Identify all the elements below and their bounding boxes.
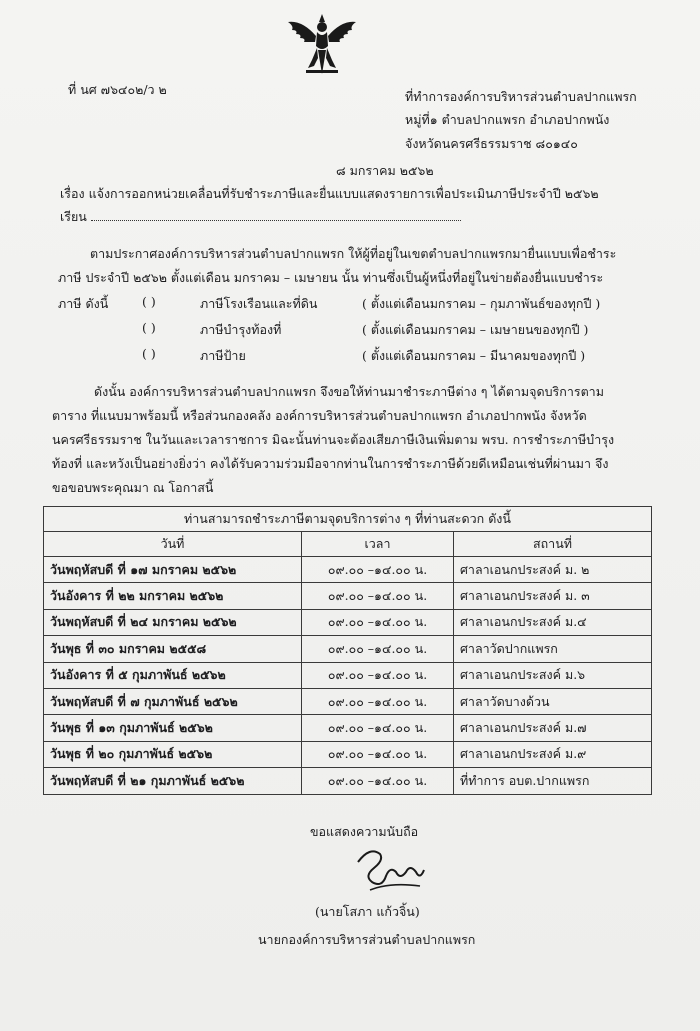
paragraph1-line3: ภาษี ดังนี้ [58, 296, 109, 311]
table-row [44, 688, 652, 714]
row-date: วันอังคาร ที่ ๒๒ มกราคม ๒๕๖๒ [44, 583, 302, 609]
row-time: ๐๙.๐๐ –๑๔.๐๐ น. [302, 688, 454, 714]
row-time: ๐๙.๐๐ –๑๔.๐๐ น. [302, 741, 454, 767]
row-place: ศาลาเอนกประสงค์ ม. ๓ [454, 583, 652, 609]
salutation-label: เรียน [60, 209, 87, 224]
office-address-line2: หมู่ที่๑ ตำบลปากแพรก อำเภอปากพนัง [405, 112, 610, 127]
paragraph1-line1: ตามประกาศองค์การบริหารส่วนตำบลปากแพรก ให้ผู้ที่อยู่ในเขตตำบลปากแพรกมายื่นแบบเพื่อชำระ [90, 246, 617, 261]
row-place: ศาลาเอนกประสงค์ ม.๔ [454, 609, 652, 635]
row-date: วันพฤหัสบดี ที่ ๒๑ กุมภาพันธ์ ๒๕๖๒ [44, 768, 302, 794]
paragraph2-line5: ขอขอบพระคุณมา ณ โอกาสนี้ [52, 480, 214, 495]
row-date: วันพุธ ที่ ๒๐ กุมภาพันธ์ ๒๕๖๒ [44, 741, 302, 767]
signatory-name: (นายโสภา แก้วจิ้น) [315, 904, 420, 919]
schedule-table [43, 506, 651, 795]
row-place: ศาลาเอนกประสงค์ ม.๗ [454, 715, 652, 741]
table-row [44, 557, 652, 583]
column-header-date: วันที่ [44, 532, 302, 557]
row-time: ๐๙.๐๐ –๑๔.๐๐ น. [302, 583, 454, 609]
table-row [44, 662, 652, 688]
column-header-place: สถานที่ [454, 532, 652, 557]
tax-item-name: ภาษีบำรุงท้องที่ [200, 322, 282, 337]
row-time: ๐๙.๐๐ –๑๔.๐๐ น. [302, 557, 454, 583]
table-row [44, 768, 652, 794]
row-time: ๐๙.๐๐ –๑๔.๐๐ น. [302, 636, 454, 662]
tax-item-period: ( ตั้งแต่เดือนมกราคม – กุมภาพันธ์ของทุกปี ) [362, 296, 601, 311]
document-number: ที่ นศ ๗๖๔๐๒/ว ๒ [68, 82, 167, 97]
signatory-position: นายกองค์การบริหารส่วนตำบลปากแพรก [258, 932, 476, 947]
paragraph1-line2: ภาษี ประจำปี ๒๕๖๒ ตั้งแต่เดือน มกราคม – เมษายน นั้น ท่านซึ่งเป็นผู้หนึ่งที่อยู่ในข่ายต้องยื่นแบบชำระ [58, 270, 604, 285]
table-row [44, 636, 652, 662]
tax-item-name: ภาษีโรงเรือนและที่ดิน [200, 296, 318, 311]
column-header-time: เวลา [302, 532, 454, 557]
letter-subject: เรื่อง แจ้งการออกหน่วยเคลื่อนที่รับชำระภาษีและยื่นแบบแสดงรายการเพื่อประเมินภาษีประจำปี ๒๕๖๒ [60, 186, 599, 201]
paragraph2-line1: ดังนั้น องค์การบริหารส่วนตำบลปากแพรก จึงขอให้ท่านมาชำระภาษีต่าง ๆ ได้ตามจุดบริการตาม [94, 384, 604, 399]
handwritten-signature-icon [350, 842, 430, 900]
tax-item-period: ( ตั้งแต่เดือนมกราคม – มีนาคมของทุกปี ) [362, 348, 586, 363]
row-place: ศาลาเอนกประสงค์ ม. ๒ [454, 557, 652, 583]
paragraph2-line2: ตาราง ที่แนบมาพร้อมนี้ หรือส่วนกองคลัง องค์การบริหารส่วนตำบลปากแพรก อำเภอปากพนัง จังหวัด [52, 408, 587, 423]
table-row [44, 741, 652, 767]
table-row [44, 583, 652, 609]
row-place: ศาลาเอนกประสงค์ ม.๖ [454, 662, 652, 688]
row-date: วันพฤหัสบดี ที่ ๗ กุมภาพันธ์ ๒๕๖๒ [44, 688, 302, 714]
row-place: ที่ทำการ อบต.ปากแพรก [454, 768, 652, 794]
row-date: วันพุธ ที่ ๓๐ มกราคม ๒๕๕๘ [44, 636, 302, 662]
row-date: วันอังคาร ที่ ๕ กุมภาพันธ์ ๒๕๖๒ [44, 662, 302, 688]
paragraph2-line4: ท้องที่ และหวังเป็นอย่างยิ่งว่า คงได้รับความร่วมมือจากท่านในการชำระภาษีด้วยดีเหมือนเช่นที่ผ่านมา จึง [52, 456, 609, 471]
table-row [44, 609, 652, 635]
schedule-caption: ท่านสามารถชำระภาษีตามจุดบริการต่าง ๆ ที่ท่านสะดวก ดังนี้ [44, 507, 652, 532]
row-time: ๐๙.๐๐ –๑๔.๐๐ น. [302, 609, 454, 635]
tax-item-name: ภาษีป้าย [200, 348, 246, 363]
salutation [60, 207, 461, 227]
table-row [44, 715, 652, 741]
garuda-emblem-icon [284, 12, 360, 78]
tax-item-period: ( ตั้งแต่เดือนมกราคม – เมษายนของทุกปี ) [362, 322, 589, 337]
tax-item-box: ( ) [142, 320, 156, 335]
letter-date: ๘ มกราคม ๒๕๖๒ [336, 163, 434, 178]
office-address-line1: ที่ทำการองค์การบริหารส่วนตำบลปากแพรก [405, 89, 637, 104]
row-date: วันพุธ ที่ ๑๓ กุมภาพันธ์ ๒๕๖๒ [44, 715, 302, 741]
row-place: ศาลาวัดบางด้วน [454, 688, 652, 714]
row-date: วันพฤหัสบดี ที่ ๑๗ มกราคม ๒๕๖๒ [44, 557, 302, 583]
office-address-line3: จังหวัดนครศรีธรรมราช ๘๐๑๔๐ [405, 136, 578, 151]
closing-regards: ขอแสดงความนับถือ [310, 824, 419, 839]
row-time: ๐๙.๐๐ –๑๔.๐๐ น. [302, 662, 454, 688]
paragraph2-line3: นครศรีธรรมราช ในวันและเวลาราชการ มิฉะนั้นท่านจะต้องเสียภาษีเงินเพิ่มตาม พรบ. การชำระภาษีบำรุง [52, 432, 615, 447]
row-place: ศาลาเอนกประสงค์ ม.๙ [454, 741, 652, 767]
row-place: ศาลาวัดปากแพรก [454, 636, 652, 662]
row-time: ๐๙.๐๐ –๑๔.๐๐ น. [302, 715, 454, 741]
row-date: วันพฤหัสบดี ที่ ๒๔ มกราคม ๒๕๖๒ [44, 609, 302, 635]
recipient-blank-line [91, 208, 461, 221]
row-time: ๐๙.๐๐ –๑๔.๐๐ น. [302, 768, 454, 794]
tax-item-box: ( ) [142, 294, 156, 309]
tax-item-box: ( ) [142, 346, 156, 361]
